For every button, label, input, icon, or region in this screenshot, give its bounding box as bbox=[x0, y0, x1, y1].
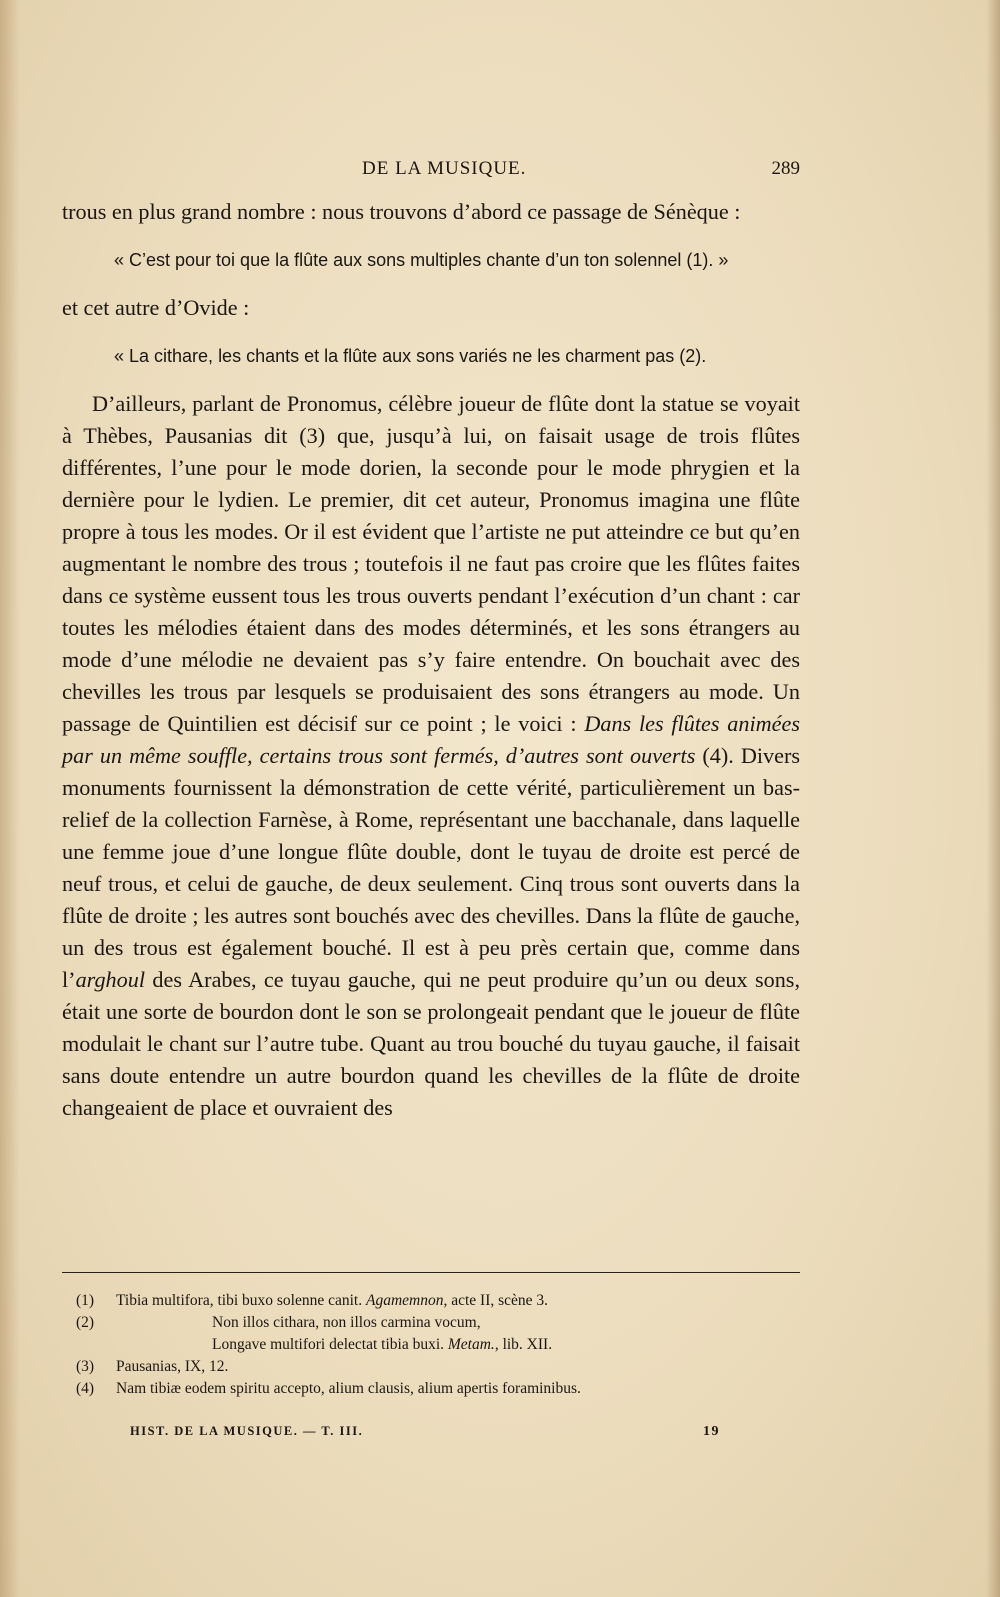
page-footer bbox=[130, 1424, 720, 1439]
footnote-number: (2) bbox=[76, 1314, 95, 1331]
footnotes bbox=[76, 1290, 756, 1400]
footnote-4-text: Nam tibiæ eodem spiritu accepto, alium clausis, alium apertis foraminibus. bbox=[116, 1380, 581, 1397]
arghoul-term: arghoul bbox=[75, 967, 146, 992]
paragraph-pronomus bbox=[62, 388, 800, 1124]
page-header bbox=[62, 158, 800, 188]
footnote-2-verse: Longave multifori delectat tibia buxi. bbox=[212, 1336, 445, 1353]
footnote-text bbox=[116, 1290, 548, 1312]
footnote-number: (1) bbox=[76, 1292, 95, 1309]
footnote-number: (4) bbox=[76, 1380, 95, 1397]
footnote-1-source: Agamemnon bbox=[365, 1292, 444, 1309]
footnote-3 bbox=[76, 1356, 756, 1378]
footnote-spacer bbox=[76, 1334, 116, 1356]
footnote-2-continued bbox=[76, 1334, 756, 1356]
footnote-1-text: Tibia multifora, tibi buxo solenne canit. bbox=[116, 1292, 363, 1309]
running-head: DE LA MUSIQUE. bbox=[362, 158, 527, 179]
body-text bbox=[62, 196, 800, 1124]
footnote-2 bbox=[76, 1312, 756, 1334]
quintilian-quote: Dans les flûtes animées par un même souffle, certains trous sont fermés, d’autres sont ouverts bbox=[62, 711, 800, 768]
paragraph-continuation: trous en plus grand nombre : nous trouvons d’abord ce passage de Sénèque : bbox=[62, 199, 741, 224]
paragraph-ovid-intro: et cet autre d’Ovide : bbox=[62, 295, 250, 320]
page-number: 289 bbox=[771, 158, 800, 179]
footnote-1-tail: , acte II, scène 3. bbox=[443, 1292, 549, 1309]
page-edge-shadow-right bbox=[986, 0, 1000, 1597]
footnote-2-source: Metam. bbox=[447, 1336, 495, 1353]
footnote-2-tail: , lib. XII. bbox=[494, 1336, 553, 1353]
footnote-1 bbox=[76, 1290, 756, 1312]
footnote-rule bbox=[62, 1272, 800, 1273]
footnote-3-text: Pausanias, IX, 12. bbox=[116, 1358, 229, 1375]
footnote-number: (3) bbox=[76, 1358, 95, 1375]
footer-title: HIST. DE LA MUSIQUE. — T. III. bbox=[130, 1424, 364, 1438]
paragraph-text-b: (4). Divers monuments fournissent la démonstration de cette vérité, particulièrement un bas-relief de la collection Farnèse, à Rome, représentant une bacchanale, dans laquelle une femme joue d’une longue flûte double, dont le tuyau de droite est percé de neuf trous, et celui de gauche, de deux seulement. Cinq trous sont ouverts dans la flûte de droite ; les autres sont bouchés avec des chevilles. Dans la flûte de gauche, un des trous est également bouché. Il est à peu près certain que, comme dans l’ bbox=[62, 743, 800, 992]
page-edge-shadow-left bbox=[0, 0, 20, 1597]
paragraph-text-c: des Arabes, ce tuyau gauche, qui ne peut produire qu’un ou deux sons, était une sorte de bourdon dont le son se prolongeait pendant que le joueur de flûte modulait le chant sur l’autre tube. Quant au trou bouché du tuyau gauche, il faisait sans doute entendre un autre bourdon quand les chevilles de la flûte de droite changeaient de place et ouvraient des bbox=[62, 967, 800, 1120]
footnote-4 bbox=[76, 1378, 756, 1400]
footnote-2-line-1: Non illos cithara, non illos carmina vocum, bbox=[212, 1314, 481, 1331]
footnote-2-line-2 bbox=[116, 1334, 552, 1356]
signature-mark: 19 bbox=[703, 1424, 720, 1439]
quote-seneca: « C’est pour toi que la flûte aux sons multiples chante d’un ton solennel (1). » bbox=[114, 250, 729, 270]
paragraph-text-a: D’ailleurs, parlant de Pronomus, célèbre joueur de flûte dont la statue se voyait à Thèbes, Pausanias dit (3) que, jusqu’à lui, on faisait usage de trois flûtes différentes, l’une pour le mode dorien, la seconde pour le mode phrygien et la dernière pour le lydien. Le premier, dit cet auteur, Pronomus imagina une flûte propre à tous les modes. Or il est évident que l’artiste ne put atteindre ce but qu’en augmentant le nombre des trous ; toutefois il ne faut pas croire que les flûtes faites dans ce système eussent tous les trous ouverts pendant l’exécution d’un chant : car toutes les mélodies étaient dans des modes déterminés, et les sons étrangers au mode d’une mélodie ne devaient pas s’y faire entendre. On bouchait avec des chevilles les trous par lesquels se produisaient des sons étrangers au mode. Un passage de Quintilien est décisif sur ce point ; le voici : bbox=[62, 391, 800, 736]
quote-ovid: « La cithare, les chants et la flûte aux sons variés ne les charment pas (2). bbox=[114, 346, 707, 366]
